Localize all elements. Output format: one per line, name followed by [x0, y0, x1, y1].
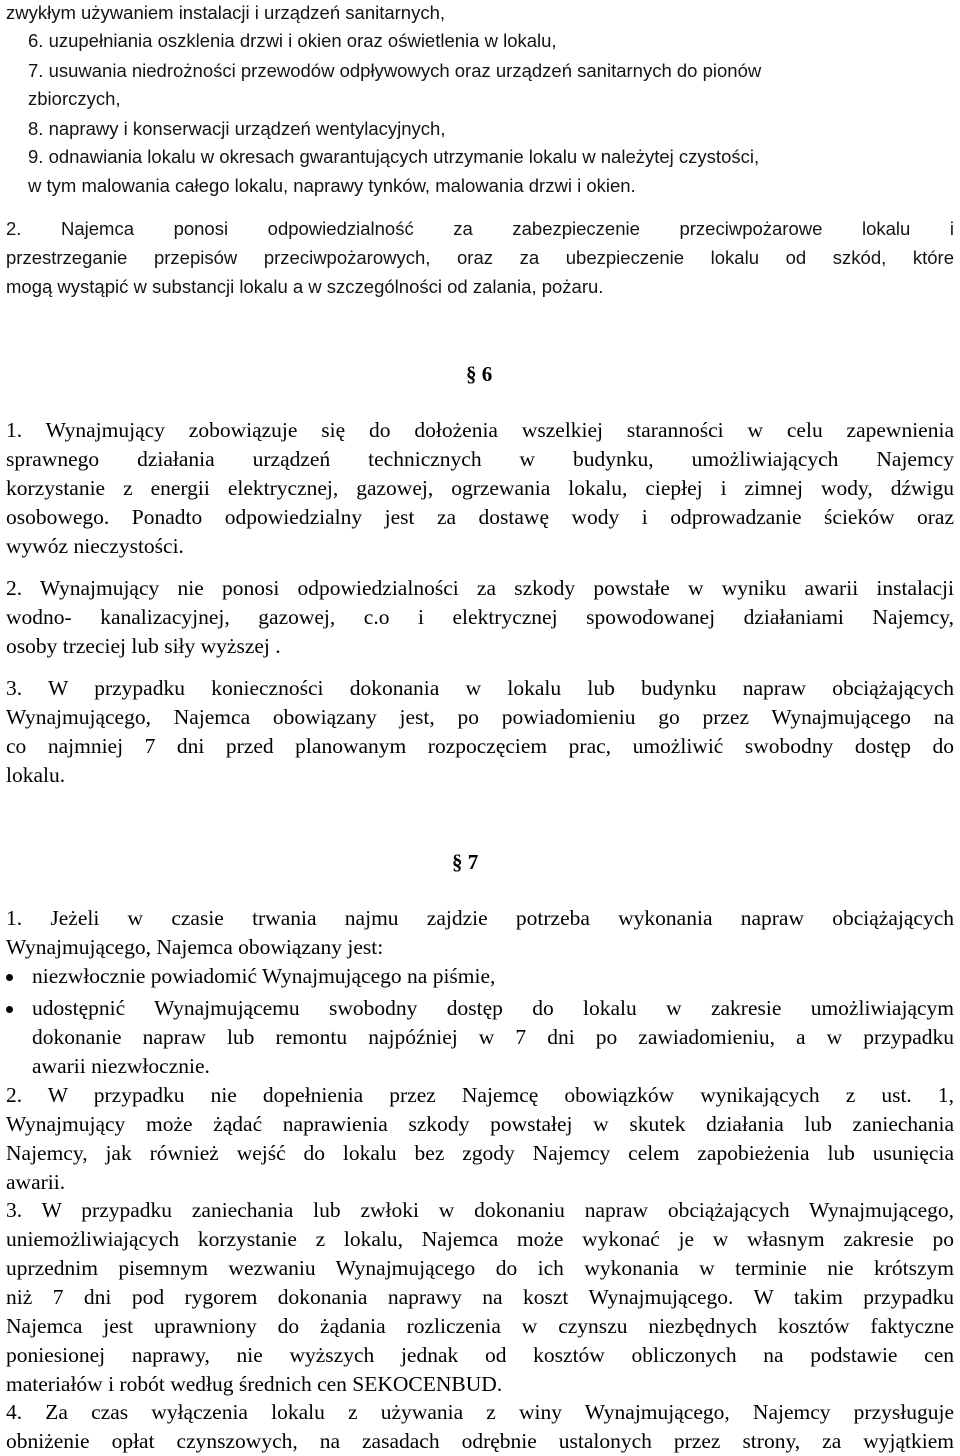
- section-7-paragraph-3-line-6: poniesionej naprawy, nie wyższych jednak od kosztów obliczonych na podstawie cen: [6, 1343, 954, 1367]
- bullet-item-2-line-1: udostępnić Wynajmującemu swobodny dostęp do lokalu w zakresie umożliwiającym: [32, 996, 954, 1020]
- list-item-7-line-1: 7. usuwania niedrożności przewodów odpływowych oraz urządzeń sanitarnych do pionów: [28, 60, 762, 81]
- section-6-paragraph-3-line-4: lokalu.: [6, 763, 66, 787]
- section-7-paragraph-2-line-3: Najemcy, jak również wejść do lokalu bez zgody Najemcy celem zapobieżenia lub usunięcia: [6, 1141, 954, 1165]
- section-7-paragraph-3-line-3: uprzednim pisemnym wezwaniu Wynajmującego do ich wykonania w terminie nie krótszym: [6, 1256, 954, 1280]
- list-item-9-line-2: w tym malowania całego lokalu, naprawy tynków, malowania drzwi i okien.: [28, 175, 636, 196]
- section-6-paragraph-2-line-2: wodno- kanalizacyjnej, gazowej, c.o i elektrycznej spowodowanej działaniami Najemcy,: [6, 605, 954, 629]
- list-item-6: 6. uzupełniania oszklenia drzwi i okien oraz oświetlenia w lokalu,: [28, 30, 557, 51]
- list-item-7-line-2: zbiorczych,: [28, 88, 121, 109]
- section-6-paragraph-3-line-2: Wynajmującego, Najemca obowiązany jest, po powiadomieniu go przez Wynajmującego na: [6, 705, 954, 729]
- section-7-paragraph-3-line-2: uniemożliwiających korzystanie z lokalu, Najemca może wykonać je w własnym zakresie po: [6, 1227, 954, 1251]
- paragraph-2-line-2: przestrzeganie przepisów przeciwpożarowych, oraz za ubezpieczenie lokalu od szkód, które: [6, 247, 954, 268]
- bullet-item-2-line-2: dokonanie napraw lub remontu najpóźniej w 7 dni po zawiadomieniu, a w przypadku: [32, 1025, 954, 1049]
- bullet-item-1: niezwłocznie powiadomić Wynajmującego na piśmie,: [32, 964, 496, 988]
- section-6-paragraph-3-line-3: co najmniej 7 dni przed planowanym rozpoczęciem prac, umożliwić swobodny dostęp do: [6, 734, 954, 758]
- section-6-paragraph-3-line-1: 3. W przypadku konieczności dokonania w lokalu lub budynku napraw obciążających: [6, 676, 954, 700]
- section-7-paragraph-3-line-1: 3. W przypadku zaniechania lub zwłoki w dokonaniu napraw obciążających Wynajmującego,: [6, 1198, 954, 1222]
- list-item-8: 8. naprawy i konserwacji urządzeń wentylacyjnych,: [28, 118, 446, 139]
- section-heading-7: § 7: [452, 850, 479, 874]
- paragraph-2-line-1: 2. Najemca ponosi odpowiedzialność za zabezpieczenie przeciwpożarowe lokalu i: [6, 218, 954, 239]
- section-heading-6: § 6: [466, 362, 493, 386]
- section-6-paragraph-1-line-3: korzystanie z energii elektrycznej, gazowej, ogrzewania lokalu, ciepłej i zimnej wody, dźwigu: [6, 476, 954, 500]
- section-6-paragraph-1-line-2: sprawnego działania urządzeń technicznych w budynku, umożliwiających Najemcy: [6, 447, 954, 471]
- section-7-paragraph-1-line-2: Wynajmującego, Najemca obowiązany jest:: [6, 935, 384, 959]
- section-7-paragraph-3-line-5: Najemca jest uprawniony do żądania rozliczenia w czynszu niezbędnych kosztów faktyczne: [6, 1314, 954, 1338]
- bullet-item-2-line-3: awarii niezwłocznie.: [32, 1054, 210, 1078]
- bullet-icon: [6, 974, 13, 981]
- section-7-paragraph-2-line-2: Wynajmujący może żądać naprawienia szkody powstałej w skutek działania lub zaniechania: [6, 1112, 954, 1136]
- section-6-paragraph-1-line-5: wywóz nieczystości.: [6, 534, 184, 558]
- section-6-paragraph-2-line-3: osoby trzeciej lub siły wyższej .: [6, 634, 281, 658]
- section-7-paragraph-3-line-4: niż 7 dni pod rygorem dokonania naprawy na koszt Wynajmującego. W takim przypadku: [6, 1285, 954, 1309]
- section-7-paragraph-4-line-1: 4. Za czas wyłączenia lokalu z używania z winy Wynajmującego, Najemcy przysługuje: [6, 1400, 954, 1424]
- section-6-paragraph-1-line-1: 1. Wynajmujący zobowiązuje się do dołożenia wszelkiej staranności w celu zapewnienia: [6, 418, 954, 442]
- section-7-paragraph-2-line-1: 2. W przypadku nie dopełnienia przez Najemcę obowiązków wynikających z ust. 1,: [6, 1083, 954, 1107]
- paragraph-2-line-3: mogą wystąpić w substancji lokalu a w szczególności od zalania, pożaru.: [6, 276, 604, 297]
- list-continuation-line: zwykłym używaniem instalacji i urządzeń sanitarnych,: [6, 2, 446, 23]
- bullet-icon: [6, 1006, 13, 1013]
- list-item-9-line-1: 9. odnawiania lokalu w okresach gwarantujących utrzymanie lokalu w należytej czystości,: [28, 146, 760, 167]
- section-7-paragraph-4-line-2: obniżenie opłat czynszowych, na zasadach odrębnie ustalonych przez strony, za wyjątkiem: [6, 1429, 954, 1453]
- section-6-paragraph-2-line-1: 2. Wynajmujący nie ponosi odpowiedzialności za szkody powstałe w wyniku awarii instalacji: [6, 576, 954, 600]
- section-6-paragraph-1-line-4: osobowego. Ponadto odpowiedzialny jest za dostawę wody i odprowadzanie ścieków oraz: [6, 505, 954, 529]
- section-7-paragraph-2-line-4: awarii.: [6, 1170, 66, 1194]
- section-7-paragraph-1-line-1: 1. Jeżeli w czasie trwania najmu zajdzie potrzeba wykonania napraw obciążających: [6, 906, 954, 930]
- section-7-paragraph-3-line-7: materiałów i robót według średnich cen SEKOCENBUD.: [6, 1372, 503, 1396]
